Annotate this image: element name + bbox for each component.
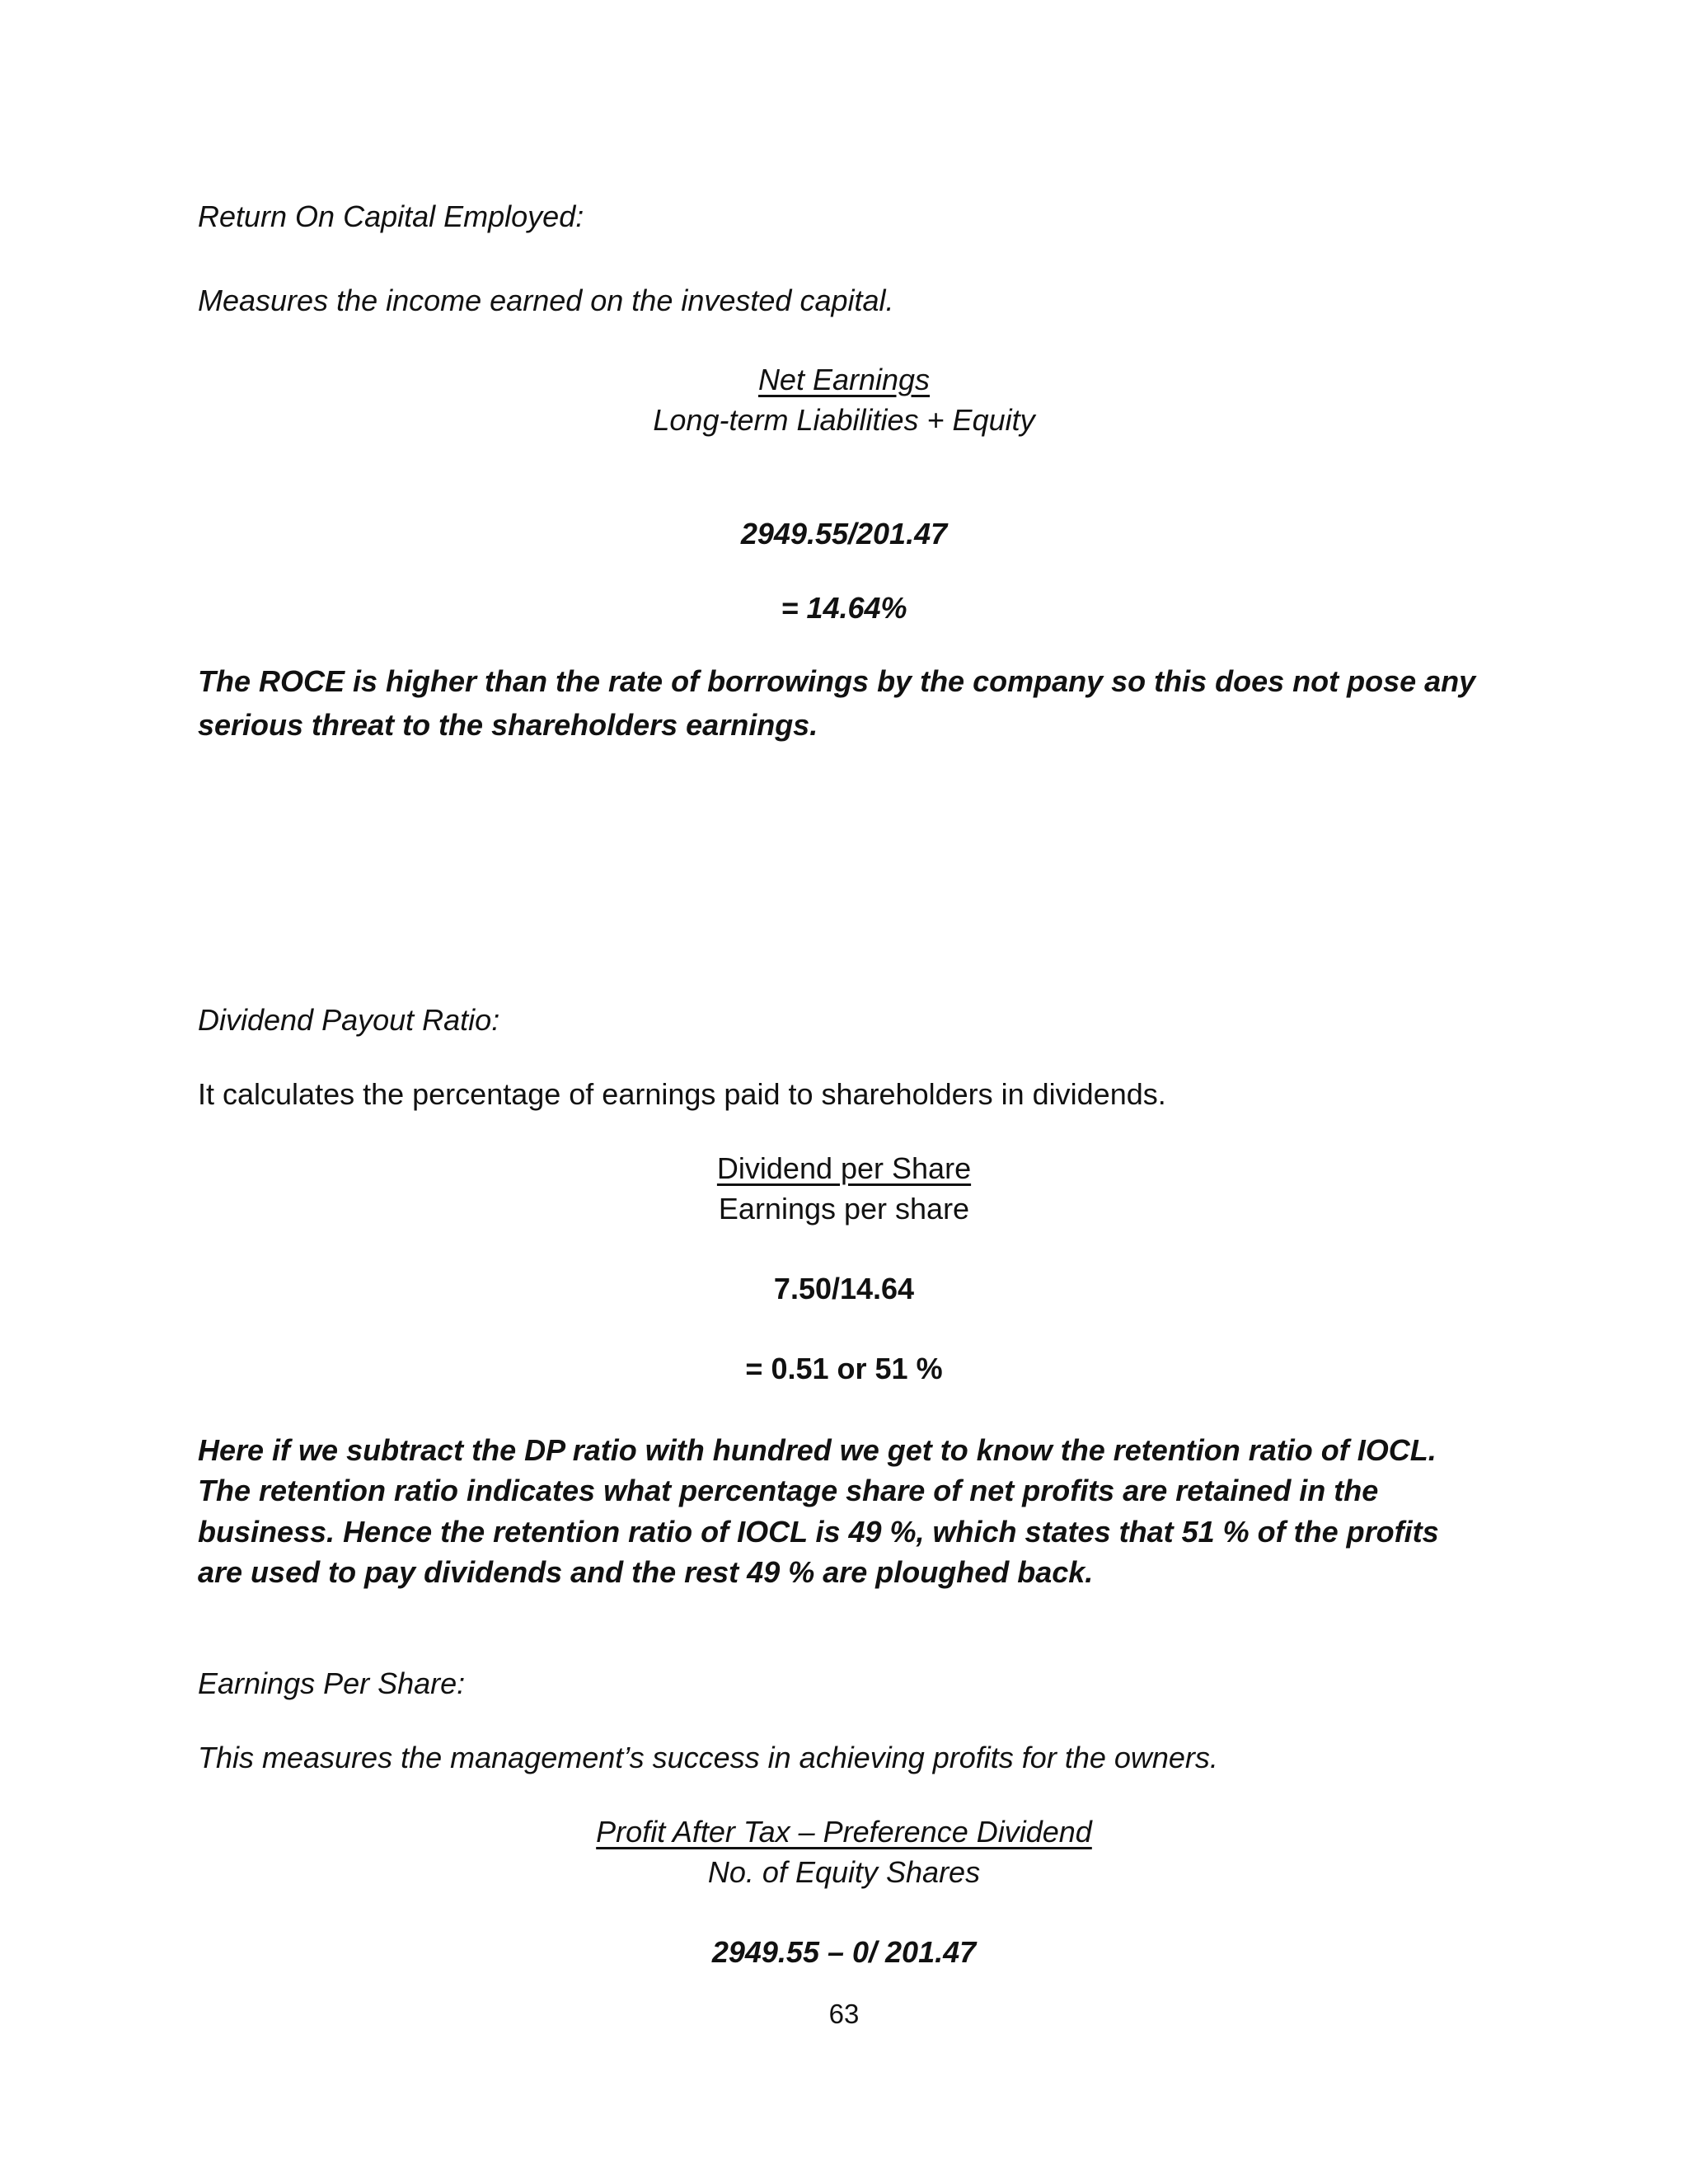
roce-calculation: 2949.55/201.47 <box>740 517 948 551</box>
eps-heading: Earnings Per Share: <box>198 1666 466 1700</box>
dpr-formula-denominator: Earnings per share <box>718 1192 970 1226</box>
dpr-description: It calculates the percentage of earnings paid to shareholders in dividends. <box>198 1077 1166 1111</box>
page-number: 63 <box>828 1999 860 2029</box>
dpr-formula-numerator: Dividend per Share <box>716 1151 972 1185</box>
eps-formula-numerator: Profit After Tax – Preference Dividend <box>596 1815 1092 1849</box>
roce-result: = 14.64% <box>781 591 907 625</box>
eps-description: This measures the management’s success in achieving profits for the owners. <box>198 1741 1218 1774</box>
dpr-commentary: Here if we subtract the DP ratio with hundred we get to know the retention ratio of IOCL. The retention ratio indicates what percentage share of net profits are retained in the business. Hence the retention ratio of IOCL is 49 %, which states that 51 % of the profits are used to pay dividends and the rest 49 % are ploughed back. <box>198 1433 1439 1589</box>
eps-formula-denominator: No. of Equity Shares <box>707 1855 981 1889</box>
roce-heading: Return On Capital Employed: <box>198 199 584 233</box>
roce-formula-denominator: Long-term Liabilities + Equity <box>653 403 1035 437</box>
roce-formula-numerator: Net Earnings <box>757 363 931 396</box>
dpr-result: = 0.51 or 51 % <box>745 1352 943 1385</box>
dpr-heading: Dividend Payout Ratio: <box>198 1003 500 1037</box>
roce-description: Measures the income earned on the invested capital. <box>198 284 894 317</box>
eps-calculation: 2949.55 – 0/ 201.47 <box>711 1935 977 1969</box>
roce-commentary: The ROCE is higher than the rate of borrowings by the company so this does not pose any serious threat to the shareholders earnings. <box>198 664 1476 743</box>
dpr-calculation: 7.50/14.64 <box>773 1272 915 1305</box>
